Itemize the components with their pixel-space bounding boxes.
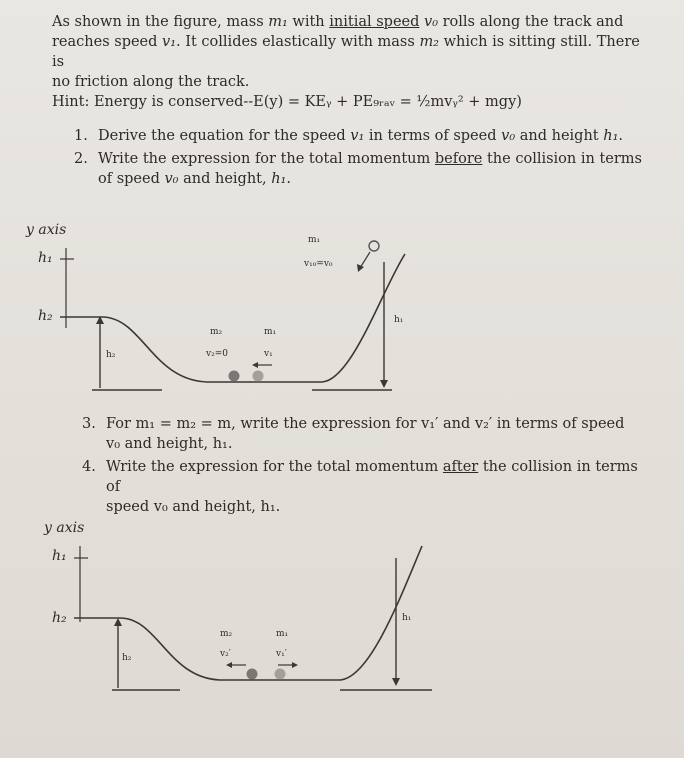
fig1-h2-label: h₂	[38, 308, 53, 324]
fig2-v1-label: v₁′	[276, 649, 287, 659]
question-2: 2. Write the expression for the total momentum before the collision in terms of speed v₀ and height, h₁.	[74, 151, 642, 187]
figure-after-collision	[40, 518, 440, 708]
fig1-v1-top: v₁₀=v₀	[304, 259, 333, 269]
hint-line: Hint: Energy is conserved--E(y) = KEᵧ + PE₉ᵣₐᵥ = ½mvᵧ² + mgy)	[52, 94, 522, 110]
fig1-top-arrow	[360, 252, 370, 268]
question-4: 4. Write the expression for the total momentum after the collision in terms of speed v₀ and height, h₁.	[82, 459, 638, 515]
fig2-v2-arrowhead	[226, 662, 232, 668]
fig1-yaxis-label: y axis	[26, 222, 67, 238]
fig2-h2-label: h₂	[52, 610, 67, 626]
fig2-h2-arrowhead	[114, 618, 122, 626]
intro-line-3: no friction along the track.	[52, 74, 250, 90]
fig1-v2-label: v₂=0	[206, 349, 228, 359]
fig1-top-arrowhead	[357, 264, 364, 272]
fig2-m2-label: m₂	[220, 629, 233, 639]
question-3: 3. For m₁ = m₂ = m, write the expression for v₁′ and v₂′ in terms of speed v₀ and height, h₁.	[82, 416, 625, 452]
fig2-v2-label: v₂′	[220, 649, 231, 659]
fig1-ball-m2	[229, 371, 240, 382]
fig2-ball-m1	[275, 669, 286, 680]
intro-line-1: As shown in the figure, mass m₁ with initial speed v₀ rolls along the track and	[52, 14, 624, 30]
fig1-h1-arrowhead	[380, 380, 388, 388]
fig2-ball-m2	[247, 669, 258, 680]
fig2-h1-arrowhead	[392, 678, 400, 686]
fig1-ball-m1	[253, 371, 264, 382]
fig1-m2-label: m₂	[210, 327, 223, 337]
problem-statement	[52, 12, 652, 112]
fig2-h1-small: h₁	[402, 613, 412, 623]
fig1-v1-arrowhead	[252, 362, 258, 368]
fig1-m1-label: m₁	[264, 327, 277, 337]
fig1-track	[102, 254, 405, 382]
fig1-h1-small: h₁	[394, 315, 404, 325]
fig1-h2-small: h₂	[106, 350, 116, 360]
fig2-track	[120, 546, 422, 680]
question-1: 1. Derive the equation for the speed v₁ in terms of speed v₀ and height h₁.	[74, 128, 624, 144]
fig2-yaxis-label: y axis	[44, 520, 85, 536]
figure-before-collision	[22, 220, 422, 415]
questions-list-bottom	[82, 414, 647, 520]
fig1-ball-top	[369, 241, 379, 251]
fig2-h1-label: h₁	[52, 548, 67, 564]
fig2-h2-small: h₂	[122, 653, 132, 663]
intro-line-2: reaches speed v₁. It collides elastically with mass m₂ which is sitting still. There is	[52, 34, 640, 70]
fig1-h1-label: h₁	[38, 250, 53, 266]
fig1-m1-top: m₁	[308, 235, 321, 245]
fig2-v1-arrowhead	[292, 662, 298, 668]
fig2-m1-label: m₁	[276, 629, 289, 639]
questions-list-top	[74, 126, 644, 192]
fig1-v1-label: v₁	[264, 349, 273, 359]
